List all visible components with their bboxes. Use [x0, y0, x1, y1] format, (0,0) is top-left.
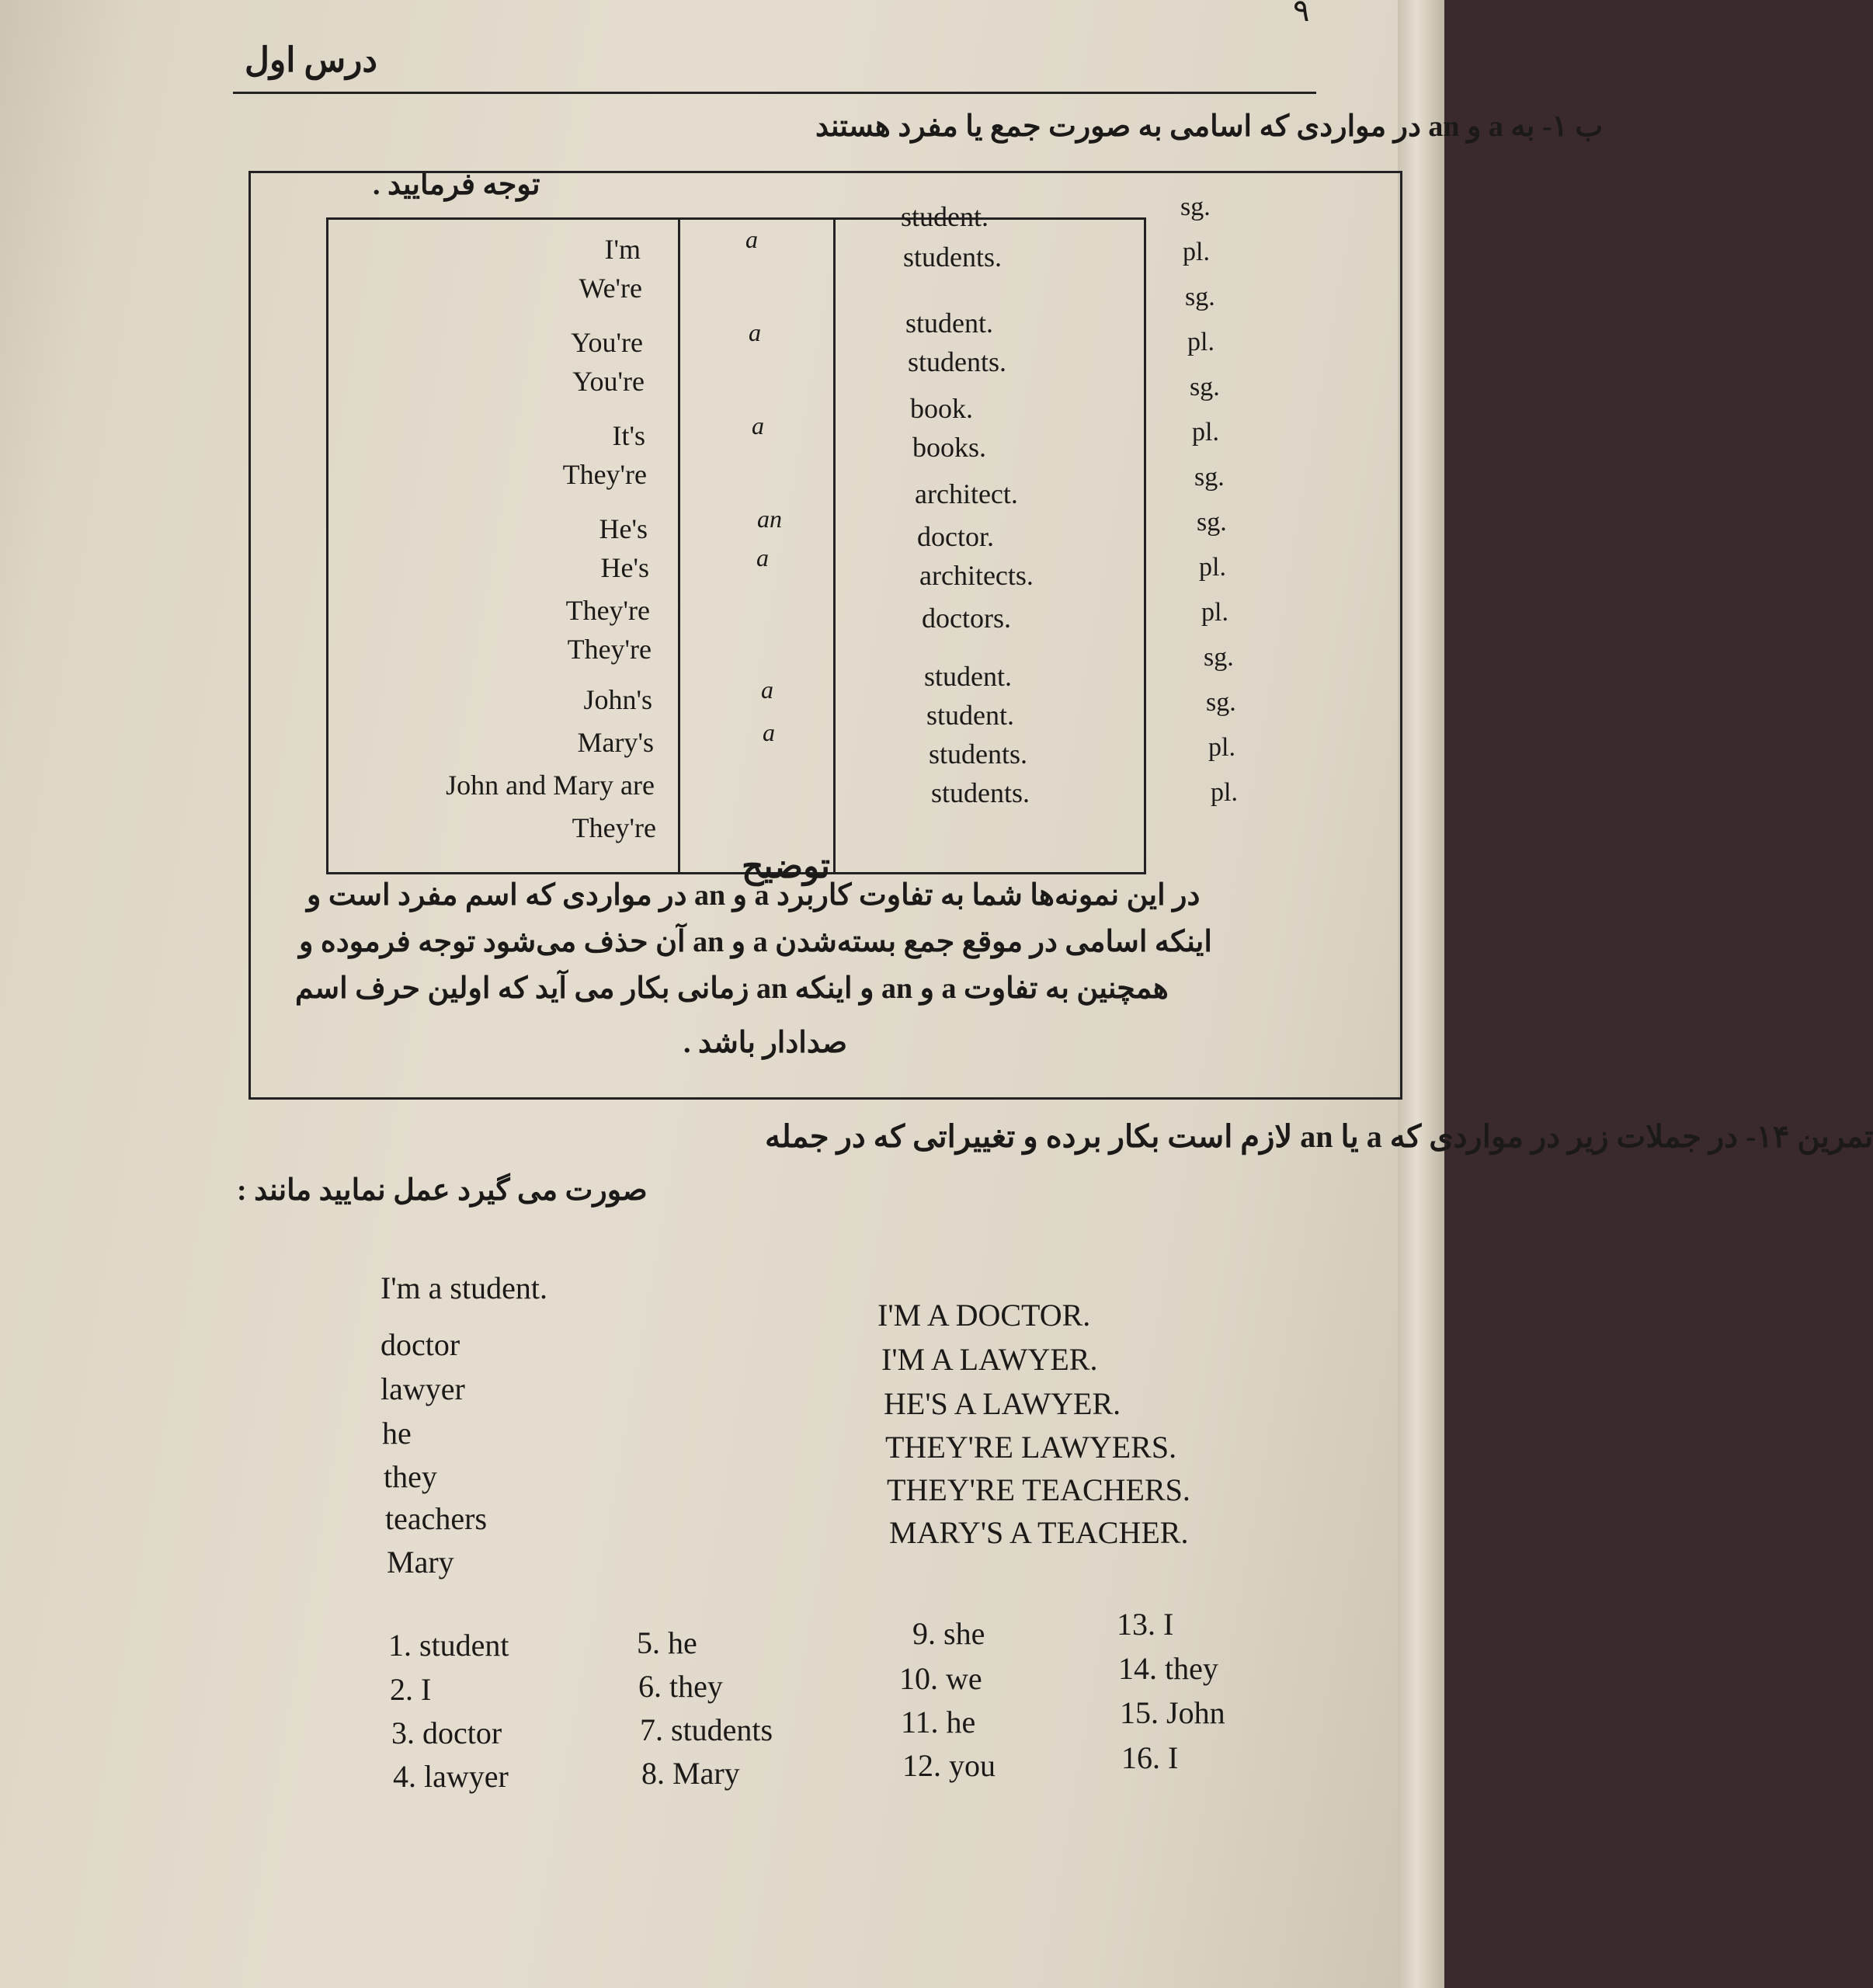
table-article: a: [763, 718, 775, 746]
drill-item: 16. I: [1121, 1740, 1179, 1775]
table-divider: [833, 220, 836, 872]
table-noun: students.: [929, 739, 1028, 770]
page-edge: [1398, 0, 1444, 1988]
lesson-title: درس اول: [245, 41, 377, 79]
table-subject: They're: [562, 459, 647, 490]
table-subject: Mary's: [577, 727, 654, 758]
drill-item: 1. student: [388, 1628, 509, 1663]
explanation-line: اینکه اسامی در موقع جمع بسته‌شدن a و an آن حذف می‌شود توجه فرموده و: [299, 926, 1212, 958]
example-answer: THEY'RE TEACHERS.: [887, 1472, 1190, 1507]
drill-item: 8. Mary: [641, 1756, 740, 1791]
example-cue: doctor: [381, 1327, 460, 1362]
table-subject: I'm: [604, 234, 641, 265]
section-heading-line2: توجه فرمایید .: [373, 169, 540, 201]
table-noun: books.: [912, 432, 987, 463]
drill-item: 12. you: [902, 1748, 996, 1783]
table-noun: architects.: [919, 560, 1034, 591]
table-noun: students.: [903, 242, 1003, 273]
example-cue: lawyer: [381, 1371, 465, 1406]
example-cue: he: [382, 1416, 412, 1451]
table-noun: students.: [908, 346, 1007, 377]
table-noun: student.: [926, 700, 1014, 731]
table-number: sg.: [1180, 193, 1211, 221]
table-subject: He's: [599, 513, 648, 544]
explanation-title: توضیح: [742, 847, 831, 885]
exercise-heading-line2: صورت می گیرد عمل نمایید مانند :: [237, 1174, 648, 1207]
drill-item: 14. they: [1118, 1651, 1218, 1686]
drill-item: 15. John: [1120, 1695, 1225, 1730]
table-number: pl.: [1211, 778, 1238, 807]
table-number: pl.: [1199, 553, 1226, 582]
drill-item: 10. we: [899, 1661, 982, 1696]
table-subject: They're: [572, 812, 656, 843]
table-number: pl.: [1201, 598, 1228, 627]
table-subject: John's: [583, 684, 652, 715]
example-answer: I'M A LAWYER.: [881, 1342, 1098, 1377]
table-number: pl.: [1208, 733, 1235, 762]
table-article: a: [752, 412, 764, 440]
table-noun: doctors.: [922, 603, 1011, 634]
example-answer: HE'S A LAWYER.: [884, 1386, 1121, 1421]
table-number: pl.: [1192, 418, 1219, 447]
drill-item: 9. she: [912, 1616, 985, 1651]
example-answer: MARY'S A TEACHER.: [889, 1515, 1189, 1550]
drill-item: 2. I: [390, 1672, 432, 1707]
table-subject: We're: [579, 273, 642, 304]
table-noun: architect.: [915, 478, 1018, 509]
table-noun: student.: [901, 201, 989, 232]
drill-item: 11. he: [901, 1705, 976, 1740]
table-number: sg.: [1190, 373, 1220, 401]
explanation-line: همچنین به تفاوت a و an و اینکه an زمانی بکار می آید که اولین حرف اسم: [295, 972, 1169, 1005]
table-number: sg.: [1197, 508, 1227, 537]
table-noun: book.: [910, 393, 973, 424]
drill-item: 5. he: [637, 1625, 697, 1660]
table-subject: It's: [612, 420, 645, 451]
explanation-line: صدادار باشد .: [683, 1027, 848, 1059]
example-answer: THEY'RE LAWYERS.: [885, 1430, 1177, 1465]
table-subject: You're: [572, 366, 645, 397]
table-subject: They're: [565, 595, 650, 626]
table-noun: student.: [905, 308, 993, 339]
section-heading-line1: ب ۱- به a و an در مواردی که اسامی به صورت جمع یا مفرد هستند: [815, 110, 1604, 143]
table-divider: [678, 220, 680, 872]
table-number: sg.: [1204, 643, 1234, 672]
drill-item: 13. I: [1117, 1607, 1174, 1642]
table-article: a: [749, 318, 761, 346]
exercise-heading-line1: تمرین ۱۴- در جملات زیر در مواردی که a یا an لازم است بکار برده و تغییراتی که در جمله: [765, 1119, 1873, 1154]
example-cue: Mary: [387, 1545, 454, 1580]
example-cue: teachers: [385, 1501, 488, 1536]
table-subject: John and Mary are: [446, 770, 655, 801]
drill-item: 6. they: [638, 1669, 723, 1704]
drill-item: 3. doctor: [391, 1715, 502, 1750]
drill-item: 7. students: [640, 1712, 773, 1747]
example-answer: I'M A DOCTOR.: [877, 1298, 1091, 1333]
table-noun: doctor.: [917, 521, 994, 552]
table-subject: They're: [567, 634, 652, 665]
table-article: a: [756, 544, 769, 572]
table-article: a: [761, 676, 773, 704]
table-article: an: [757, 505, 782, 533]
example-cue: I'm a student.: [381, 1270, 547, 1305]
table-number: sg.: [1194, 463, 1225, 492]
table-noun: students.: [931, 777, 1030, 808]
example-cue: they: [384, 1459, 437, 1494]
drill-item: 4. lawyer: [393, 1759, 509, 1794]
table-article: a: [745, 225, 758, 253]
table-noun: student.: [924, 661, 1012, 692]
table-number: pl.: [1187, 328, 1214, 356]
table-subject: You're: [571, 327, 643, 358]
table-number: sg.: [1206, 688, 1236, 717]
header-rule: [233, 92, 1316, 94]
table-subject: He's: [600, 552, 649, 583]
table-number: sg.: [1185, 283, 1215, 311]
table-number: pl.: [1183, 238, 1210, 266]
explanation-line: در این نمونه‌ها شما به تفاوت کاربرد a و an در مواردی که اسم مفرد است و: [307, 879, 1201, 912]
page-number: ۹: [1293, 0, 1310, 28]
